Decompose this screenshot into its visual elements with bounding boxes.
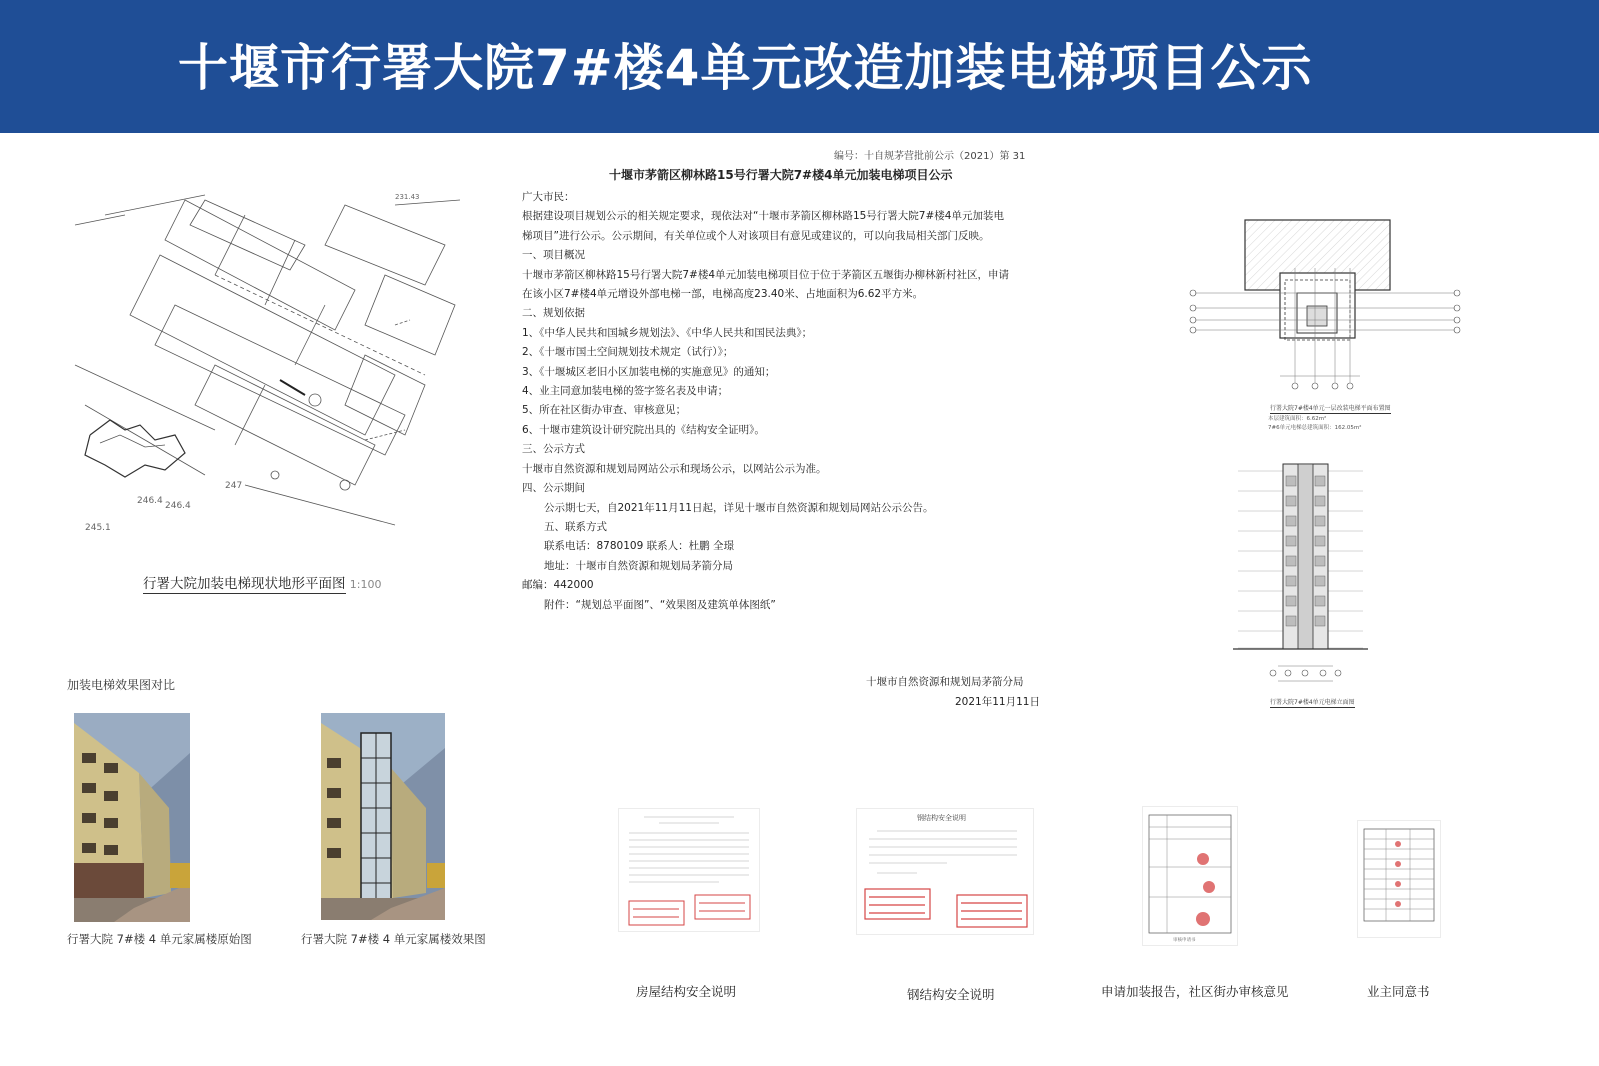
elevation-title: 行署大院7#楼4单元电梯立面图	[1270, 699, 1355, 706]
notice-line: 邮编：442000	[522, 579, 594, 592]
notice-line: 3、《十堰城区老旧小区加装电梯的实施意见》的通知；	[522, 365, 776, 378]
floor-plan-caption	[1270, 403, 1391, 412]
site-plan-drawing	[65, 185, 475, 535]
notice-line: 公示期七天，自2021年11月11日起，详见十堰市自然资源和规划局网站公示公告。	[544, 501, 934, 514]
notice-line: 在该小区7#楼4单元增设外部电梯一部，电梯高度23.40米、占地面积为6.62平方米。	[522, 288, 924, 301]
before-photo	[74, 713, 190, 922]
before-caption: 行署大院 7#楼 4 单元家属楼原始图	[67, 932, 252, 946]
notice-signature: 十堰市自然资源和规划局茅箭分局	[866, 676, 1024, 688]
floor-plan-title: 行署大院7#楼4单元一层改装电梯平面布置图	[1270, 405, 1391, 412]
notice-line: 五、联系方式	[544, 520, 607, 533]
house-structure-safety-doc	[618, 808, 760, 932]
elev-label: 245.1	[85, 523, 111, 533]
elev-label: 247	[225, 481, 243, 491]
notice-line: 4、业主同意加装电梯的签字签名表及申请；	[522, 385, 729, 398]
application-report-doc	[1142, 806, 1238, 946]
notice-line: 联系电话：8780109 联系人：杜鹏 全璟	[544, 540, 734, 553]
elevation-caption	[1270, 697, 1355, 706]
ref-number: 编号：十自规茅营批前公示（2021）第 31	[834, 151, 1026, 162]
site-plan-title: 行署大院加装电梯现状地形平面图	[143, 576, 346, 592]
floor-plan-note-1: 本层建筑面积：6.62m²	[1268, 416, 1327, 422]
notice-line: 二、规划依据	[522, 307, 585, 320]
notice-line: 地址：十堰市自然资源和规划局茅箭分局	[544, 559, 733, 572]
notice-line: 三、公示方式	[522, 443, 585, 456]
floor-plan-note-2: 7#6单元电梯总建筑面积：162.05m²	[1268, 425, 1362, 431]
notice-line: 四、公示期间	[522, 482, 585, 495]
notice-date: 2021年11月11日	[955, 696, 1040, 708]
header-banner	[0, 0, 1599, 133]
elev-label: 246.4	[137, 496, 163, 506]
photo-section-title: 加装电梯效果图对比	[67, 678, 176, 692]
notice-line: 根据建设项目规划公示的相关规定要求，现依法对“十堰市茅箭区柳林路15号行署大院7#楼4单元加装电	[522, 210, 1004, 223]
owner-consent-doc	[1357, 820, 1441, 938]
elevation-drawing	[1228, 456, 1373, 696]
site-plan-scale: 1:100	[349, 578, 382, 591]
notice-line: 1、《中华人民共和国城乡规划法》、《中华人民共和国民法典》；	[522, 326, 813, 339]
doc4-caption: 业主同意书	[1367, 984, 1430, 999]
after-photo	[321, 713, 445, 920]
elev-label: 231.43	[395, 193, 420, 201]
notice-line: 广大市民：	[522, 191, 575, 203]
doc3-caption: 申请加装报告，社区街办审核意见	[1101, 984, 1289, 999]
notice-line: 附件：“规划总平面图”、“效果图及建筑单体图纸”	[544, 598, 776, 611]
steel-structure-safety-doc	[856, 808, 1034, 935]
after-caption: 行署大院 7#楼 4 单元家属楼效果图	[301, 932, 486, 946]
notice-line: 2、《十堰市国土空间规划技术规定（试行）》；	[522, 346, 734, 359]
notice-title: 十堰市茅箭区柳林路15号行署大院7#楼4单元加装电梯项目公示	[609, 168, 953, 182]
notice-line: 一、项目概况	[522, 249, 585, 262]
doc1-caption: 房屋结构安全说明	[636, 984, 737, 999]
notice-line: 梯项目”进行公示。公示期间，有关单位或个人对该项目有意见或建议的，可以向我局相关部门反映。	[522, 229, 990, 242]
notice-line: 十堰市自然资源和规划局网站公示和现场公示，以网站公示为准。	[522, 462, 827, 475]
page-title: 十堰市行署大院7#楼4单元改造加装电梯项目公示	[178, 39, 1313, 97]
notice-line: 十堰市茅箭区柳林路15号行署大院7#楼4单元加装电梯项目位于位于茅箭区五堰街办柳林新村社区，申请	[522, 268, 1010, 281]
site-plan-caption	[143, 572, 382, 592]
svg-text:审核申请书: 审核申请书	[1173, 938, 1196, 943]
notice-line: 5、所在社区街办审查、审核意见；	[522, 404, 687, 417]
notice-body	[522, 188, 1032, 615]
floor-plan-drawing	[1185, 208, 1465, 408]
doc2-caption: 钢结构安全说明	[907, 987, 995, 1002]
doc2-heading: 钢结构安全说明	[917, 814, 966, 822]
notice-line: 6、十堰市建筑设计研究院出具的《结构安全证明》。	[522, 423, 765, 436]
elev-label: 246.4	[165, 501, 191, 511]
